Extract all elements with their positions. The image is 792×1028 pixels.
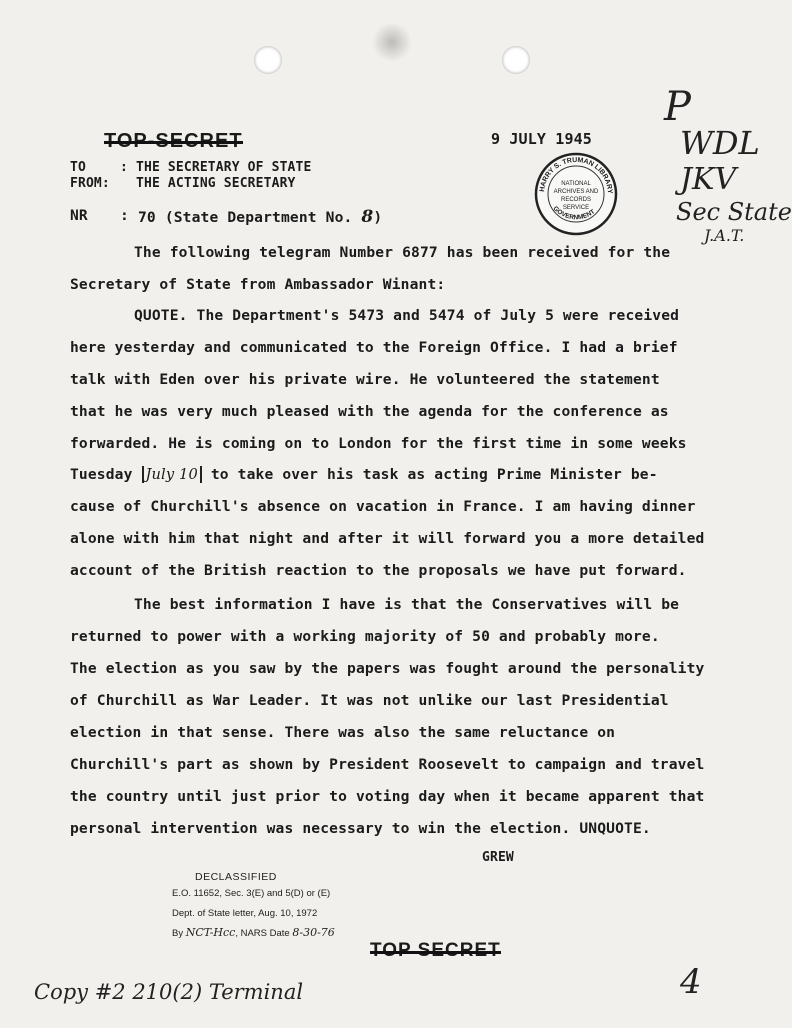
body-line: Churchill's part as shown by President Roosevelt to campaign and travel: [70, 756, 705, 773]
handwritten-page-mark: 4: [680, 962, 702, 1002]
colon: :: [120, 160, 128, 175]
handwritten-routing: JKV: [680, 162, 737, 197]
declassified-date-label: , NARS Date: [235, 928, 290, 939]
declassified-title: DECLASSIFIED: [195, 871, 277, 883]
declassified-authority: E.O. 11652, Sec. 3(E) and 5(D) or (E): [172, 888, 331, 899]
nr-note-number: 8: [361, 207, 374, 227]
body-line: cause of Churchill's absence on vacation in France. I am having dinner: [70, 498, 696, 515]
handwritten-initials: J.A.T.: [704, 226, 745, 245]
body-line: forwarded. He is coming on to London for the first time in some weeks: [70, 435, 687, 452]
document-date: 9 JULY 1945: [491, 130, 592, 148]
truman-library-seal: [534, 152, 618, 236]
seal-outer-text: HARRY S. TRUMAN LIBRARY: [539, 156, 614, 195]
body-line: The following telegram Number 6877 has been received for the: [134, 244, 671, 261]
nr-number: 70: [138, 209, 156, 226]
body-line: election in that sense. There was also the same reluctance on: [70, 724, 616, 741]
declassified-date-handwritten: 8-30-76: [292, 926, 335, 939]
body-line: The best information I have is that the Conservatives will be: [134, 596, 680, 613]
body-line: account of the British reaction to the proposals we have put forward.: [70, 562, 687, 579]
seal-inner-line: NATIONAL: [561, 181, 591, 187]
seal-inner-line: SERVICE: [562, 205, 590, 211]
handwritten-copy-note: Copy #2 210(2) Terminal: [34, 980, 304, 1004]
nr-note-close: ): [373, 209, 383, 226]
smudge-mark: [372, 22, 412, 62]
body-line: here yesterday and communicated to the Foreign Office. I had a brief: [70, 339, 678, 356]
body-line: Secretary of State from Ambassador Winant:: [70, 276, 446, 293]
handwritten-initial: P: [664, 84, 691, 130]
punch-hole: [502, 46, 530, 74]
body-line: that he was very much pleased with the agenda for the conference as: [70, 403, 669, 420]
body-line: personal intervention was necessary to win the election. UNQUOTE.: [70, 820, 651, 837]
seal-inner-line: ARCHIVES AND: [553, 189, 599, 195]
body-line: QUOTE. The Department's 5473 and 5474 of July 5 were received: [134, 307, 680, 324]
handwritten-routing: Sec State: [676, 198, 792, 226]
strikethrough-line: [370, 951, 501, 954]
body-line: [70, 466, 658, 483]
nr-note: (State Department No.: [164, 209, 353, 226]
nr-line: [138, 207, 382, 227]
body-line: The election as you saw by the papers was fought around the personality: [70, 660, 705, 677]
classification-stamp-top: [104, 130, 243, 153]
from-label: FROM:: [70, 176, 110, 191]
signature: GREW: [482, 850, 514, 865]
body-line: talk with Eden over his private wire. He volunteered the statement: [70, 371, 660, 388]
body-text: to take over his task as acting Prime Minister be-: [210, 466, 658, 483]
strikethrough-line: [104, 141, 243, 144]
declassified-letter: Dept. of State letter, Aug. 10, 1972: [172, 908, 318, 919]
from-sender: THE ACTING SECRETARY: [136, 176, 296, 191]
colon: :: [120, 207, 129, 224]
bracketed-insertion: July 10: [142, 466, 202, 483]
to-recipient: THE SECRETARY OF STATE: [136, 160, 312, 175]
punch-hole: [254, 46, 282, 74]
declassified-by-handwritten: NCT-Hcc: [185, 926, 236, 939]
body-line: returned to power with a working majority of 50 and probably more.: [70, 628, 660, 645]
handwritten-routing: WDL: [680, 124, 760, 162]
body-line: alone with him that night and after it will forward you a more detailed: [70, 530, 705, 547]
declassified-by-label: By: [172, 928, 184, 939]
nr-label: NR: [70, 207, 88, 224]
body-line: the country until just prior to voting day when it became apparent that: [70, 788, 705, 805]
seal-inner-line: RECORDS: [560, 197, 592, 203]
declassified-by-line: [172, 926, 335, 939]
to-label: TO: [70, 160, 86, 175]
classification-stamp-bottom: [370, 940, 501, 962]
body-text: Tuesday: [70, 466, 133, 483]
seal-bottom-text: GOVERNMENT: [551, 205, 597, 222]
body-line: of Churchill as War Leader. It was not unlike our last Presidential: [70, 692, 669, 709]
